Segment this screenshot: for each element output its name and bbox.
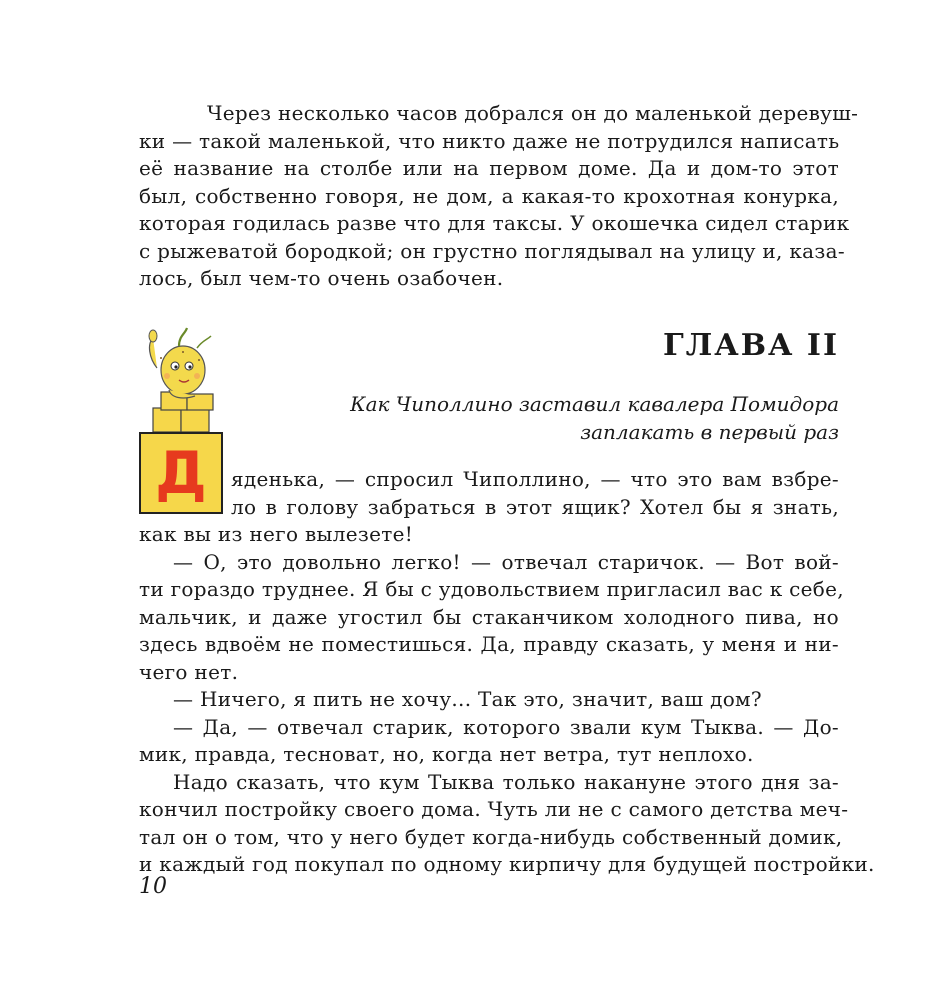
body-line: ти гораздо труднее. Я бы с удовольствием пригласил вас к себе, [139, 577, 844, 601]
intro-line: её название на столбе или на первом доме. Да и дом-то этот [139, 156, 839, 180]
intro-line: был, собственно говоря, не дом, а какая-то крохотная конурка, [139, 183, 839, 208]
body-line: тал он о том, что у него будет когда-нибудь собственный домик, [139, 824, 843, 849]
intro-line: лось, был чем-то очень озабочен. [139, 266, 504, 290]
body-line: — О, это довольно легко! — отвечал старичок. — Вот вой- [173, 549, 839, 574]
chapter-body [139, 466, 875, 879]
subtitle-line: Как Чиполлино заставил кавалера Помидора [350, 392, 839, 416]
intro-line: ки — такой маленькой, что никто даже не потрудился написать [139, 128, 840, 153]
dropcap-letter: Д [155, 439, 207, 507]
subtitle-line: заплакать в первый раз [580, 420, 839, 444]
body-line: — Ничего, я пить не хочу... Так это, значит, ваш дом? [173, 687, 762, 711]
chapter-title: ГЛАВА II [663, 328, 839, 363]
page-number: 10 [139, 874, 167, 899]
body-line: Надо сказать, что кум Тыква только накануне этого дня за- [173, 769, 839, 794]
body-line: чего нет. [139, 659, 239, 684]
body-line: здесь вдвоём не поместишься. Да, правду сказать, у меня и ни- [139, 632, 839, 656]
body-line: и каждый год покупал по одному кирпичу для будущей постройки. [139, 852, 875, 876]
chapter-subtitle [350, 390, 839, 446]
pumpkin-character-illustration [139, 322, 223, 434]
intro-line: которая годилась разве что для таксы. У окошечка сидел старик [139, 211, 850, 235]
body-line: яденька, — спросил Чиполлино, — что это вам взбре- [231, 467, 839, 491]
intro-line: с рыжеватой бородкой; он грустно поглядывал на улицу и, каза- [139, 238, 845, 263]
body-line: мик, правда, тесноват, но, когда нет ветра, тут неплохо. [139, 742, 754, 766]
body-line: мальчик, и даже угостил бы стаканчиком холодного пива, но [139, 604, 839, 629]
intro-line: Через несколько часов добрался он до маленькой деревуш- [207, 101, 859, 125]
body-line: ло в голову забраться в этот ящик? Хотел бы я знать, [231, 494, 839, 519]
body-line: кончил постройку своего дома. Чуть ли не с самого детства меч- [139, 797, 849, 821]
intro-paragraph [139, 100, 859, 293]
body-line: как вы из него вылезете! [139, 522, 414, 546]
body-line: — Да, — отвечал старик, которого звали кум Тыква. — До- [173, 714, 839, 739]
